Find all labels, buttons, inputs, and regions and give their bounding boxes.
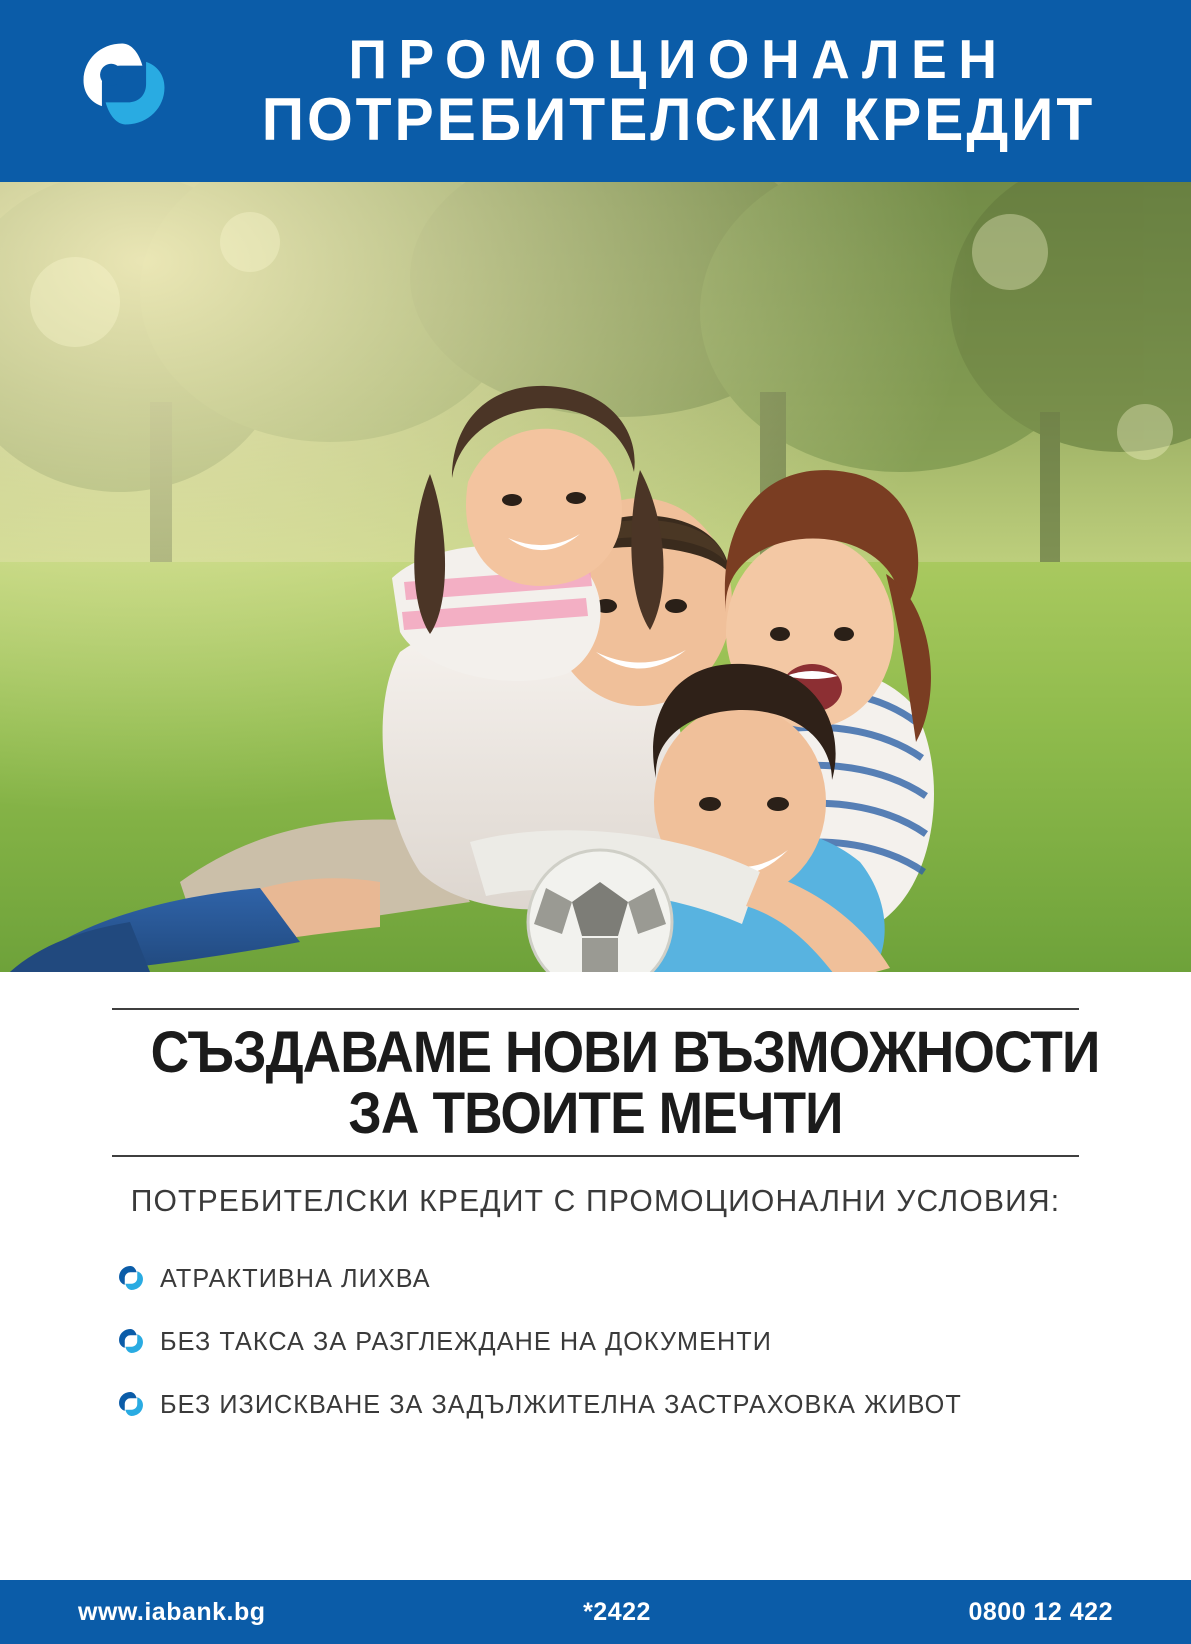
benefits-list: [112, 1225, 1079, 1436]
ia-bank-bullet-icon: [118, 1391, 144, 1417]
ia-bank-logo-icon: [78, 38, 170, 130]
hero-photo: [0, 182, 1191, 972]
subheading: ПОТРЕБИТЕЛСКИ КРЕДИТ С ПРОМОЦИОНАЛНИ УСЛОВИЯ:: [130, 1182, 1061, 1218]
list-item-label: АТРАКТИВНА ЛИХВА: [160, 1262, 431, 1293]
header-title-line1: ПРОМОЦИОНАЛЕН: [348, 27, 1009, 90]
list-item-label: БЕЗ ИЗИСКВАНЕ ЗА ЗАДЪЛЖИТЕЛНА ЗАСТРАХОВКА ЖИВОТ: [160, 1388, 962, 1419]
phone-number[interactable]: 0800 12 422: [968, 1597, 1113, 1626]
headline-line-2: ЗА ТВОИТЕ МЕЧТИ: [348, 1081, 843, 1147]
list-item: [118, 1310, 1079, 1373]
header-title-line2: ПОТРЕБИТЕЛСКИ КРЕДИТ: [261, 85, 1096, 153]
headline-line-1: СЪЗДАВАМЕ НОВИ ВЪЗМОЖНОСТИ: [150, 1020, 1100, 1085]
list-item-label: БЕЗ ТАКСА ЗА РАЗГЛЕЖДАНЕ НА ДОКУМЕНТИ: [160, 1325, 772, 1356]
header-title-block: [90, 27, 1177, 153]
page-title: [112, 1010, 1100, 1155]
ia-bank-bullet-icon: [118, 1265, 144, 1291]
short-number[interactable]: *2422: [583, 1597, 651, 1626]
list-item: [118, 1247, 1079, 1310]
poster-header: [0, 0, 1191, 182]
website-link[interactable]: www.iabank.bg: [78, 1597, 266, 1626]
poster-footer: [0, 1580, 1191, 1644]
list-item: [118, 1373, 1079, 1436]
ia-bank-bullet-icon: [118, 1328, 144, 1354]
poster-content: [0, 972, 1191, 1580]
